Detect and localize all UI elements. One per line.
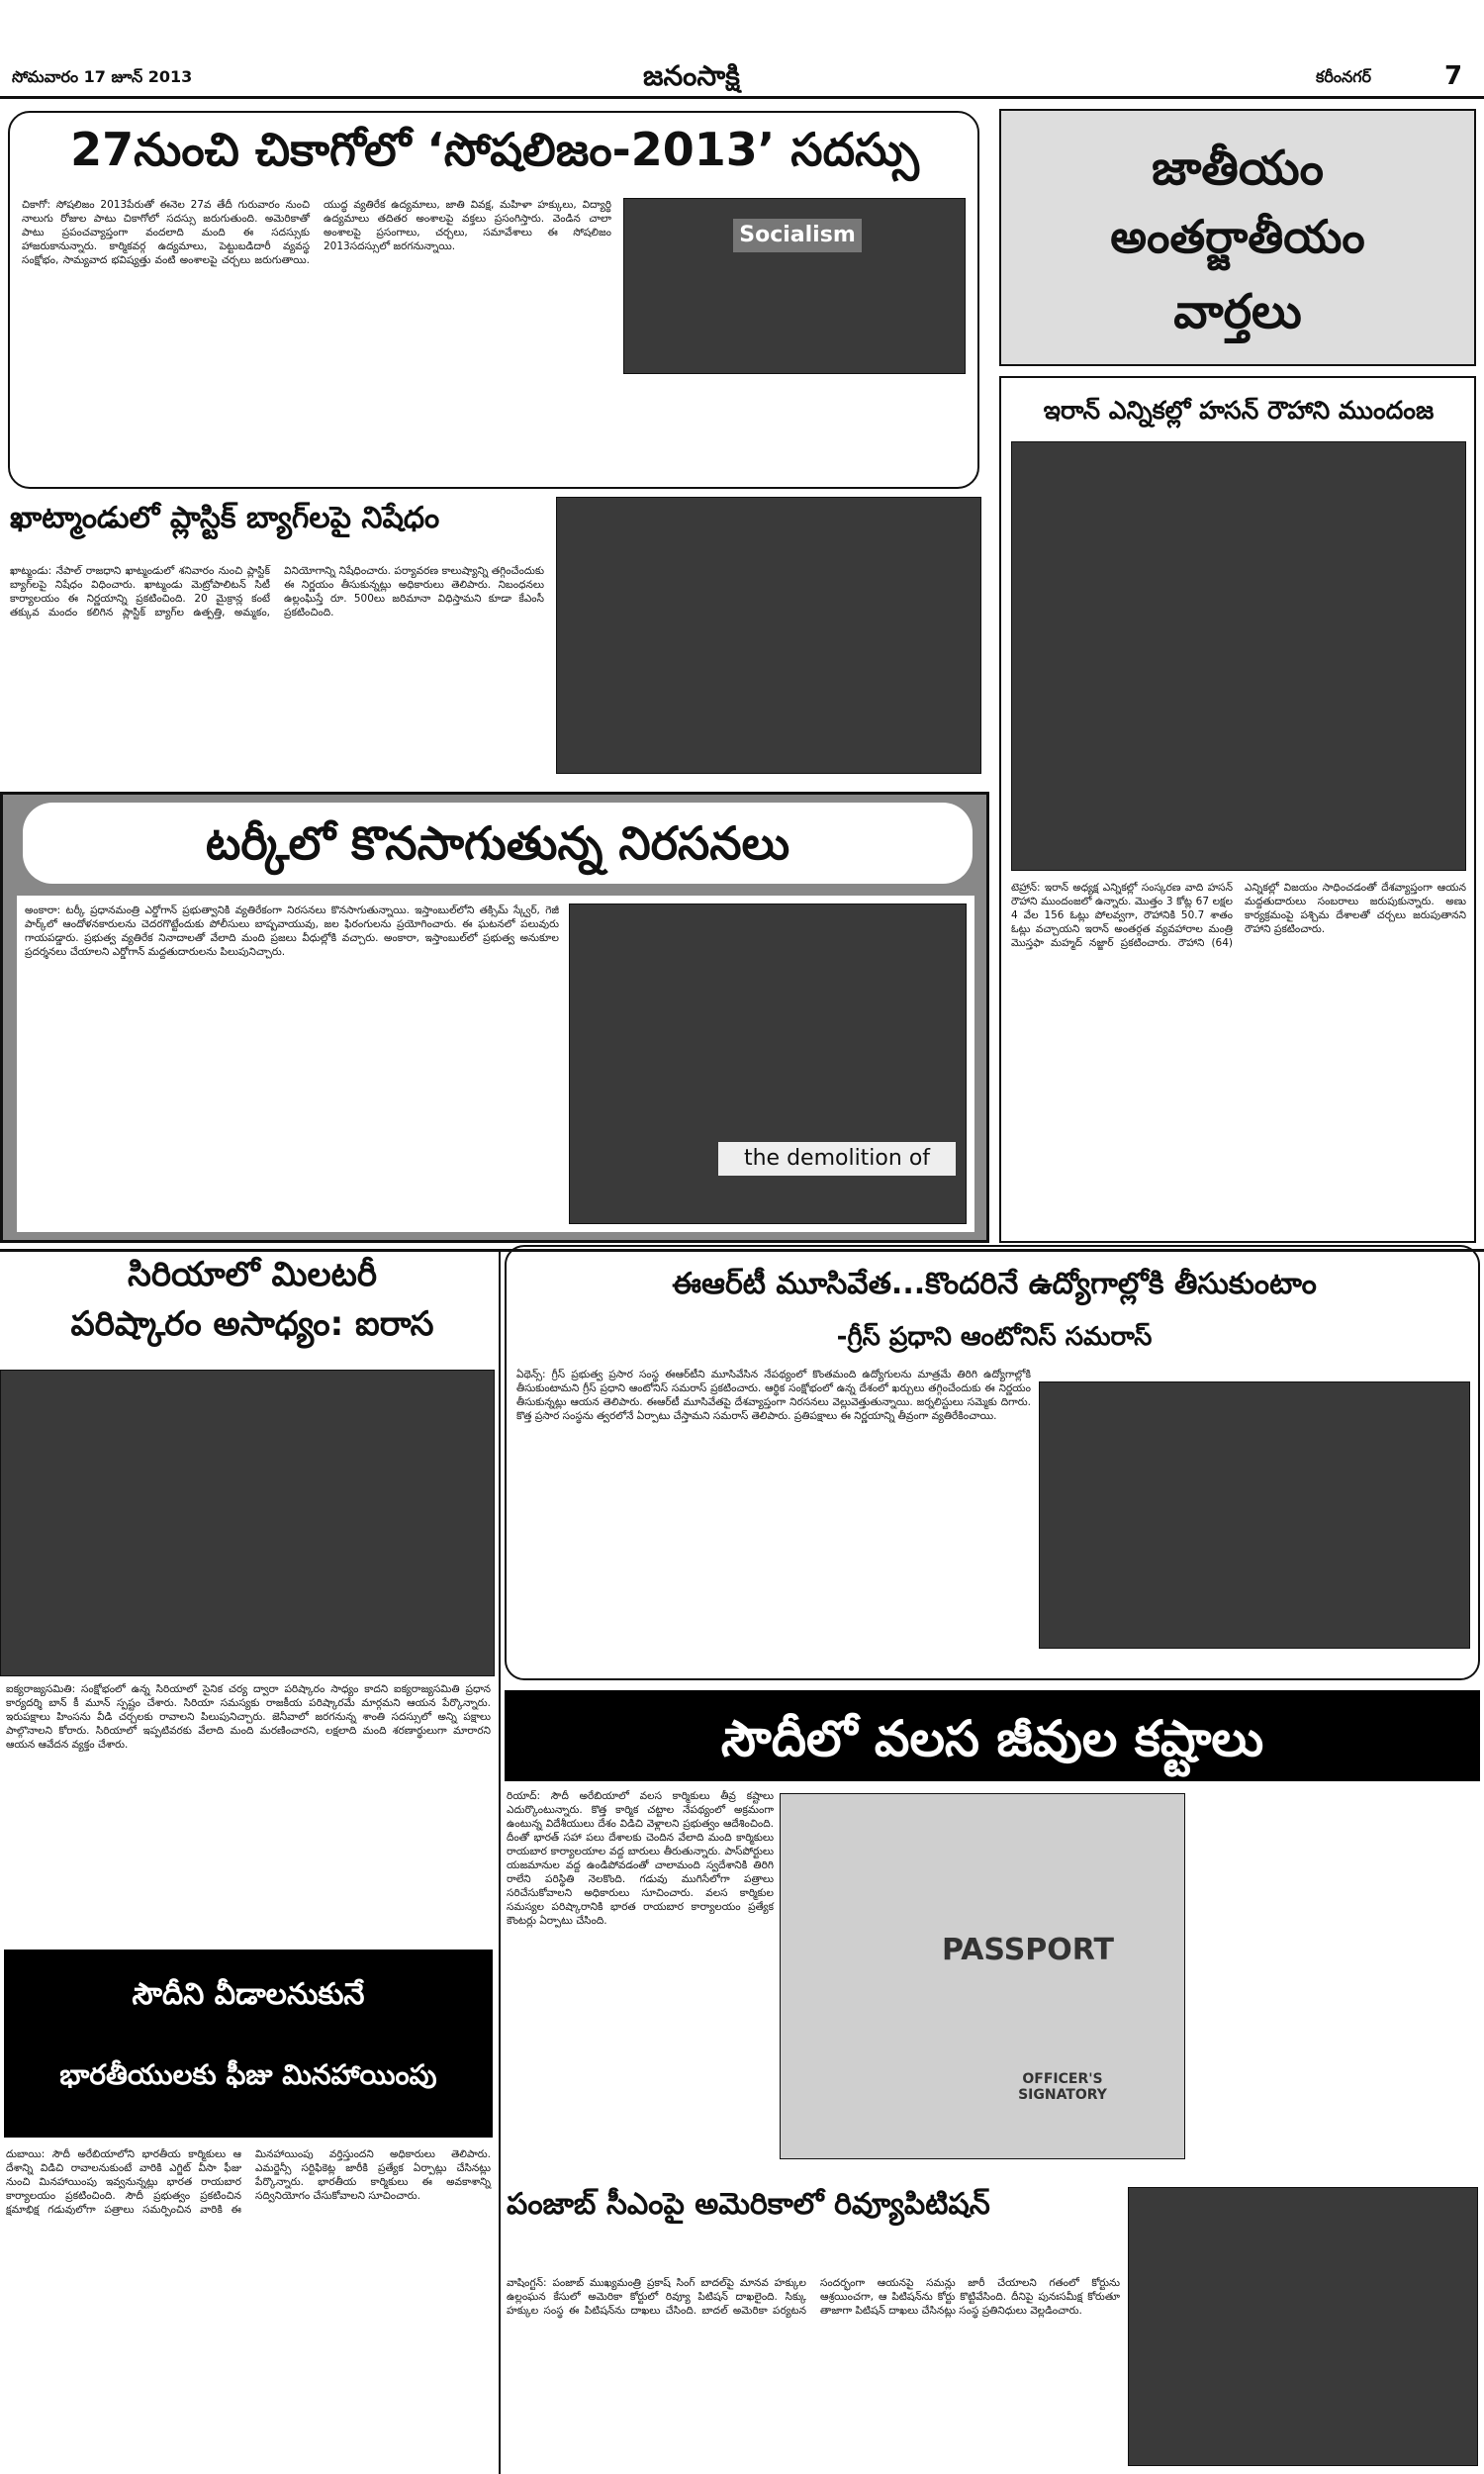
article-body-saudi-migrants-cont <box>1195 1789 1478 2165</box>
headline-syria-line-1: సిరియాలో మిలటరీ <box>128 1255 377 1294</box>
article-body-syria: ఐక్యరాజ్యసమితి: సంక్షోభంలో ఉన్న సిరియాలో సైనిక చర్య ద్వారా పరిష్కారం సాధ్యం కాదని ఐక్యరాజ్యసమితి ప్రధాన కార్యదర్శి బాన్ కీ మూన్ స్పష్టం చేశారు. సిరియా సమస్యకు రాజకీయ పరిష్కారమే మార్గమని ఆయన పేర్కొన్నారు. ఇరుపక్షాలు హింసను వీడి చర్చలకు రావాలని పిలుపునిచ్చారు. జెనీవాలో జరగనున్న శాంతి సదస్సులో అన్ని పక్షాలు పాల్గొనాలని కోరారు. సిరియాలో ఇప్పటివరకు వేలాది మంది మరణించారని, లక్షలాది మంది శరణార్థులుగా మారారని ఆయన ఆవేదన వ్యక్తం చేశారు. <box>6 1683 491 1751</box>
page-number: 7 <box>1444 61 1463 91</box>
headline-iran: ఇరాన్ ఎన్నికల్లో హసన్ రౌహాని ముందంజ <box>1043 396 1435 425</box>
article-body-socialism: చికాగో: సోషలిజం 2013పేరుతో ఈనెల 27వ తేదీ గురువారం నుంచి నాలుగు రోజుల పాటు చికాగోలో సదస్సు జరుగుతుంది. అమెరికాతో పాటు ప్రపంచవ్యాప్తంగా వందలాది మంది ఈ సదస్సుకు హాజరుకానున్నారు. కార్మికవర్గ ఉద్యమాలు, పెట్టుబడిదారీ వ్యవస్థ సంక్షోభం, సామ్యవాద భవిష్యత్తు వంటి అంశాలపై చర్చలు జరుగుతాయి. యుద్ధ వ్యతిరేక ఉద్యమాలు, జాతి వివక్ష, మహిళా హక్కులు, విద్యార్థి ఉద్యమాలు తదితర అంశాలపై వక్తలు ప్రసంగిస్తారు. వెండిన చాలా అంశాలపై ప్రసంగాలు, చర్చలు, సమావేశాలు ఈ సోషలిజం 2013సదస్సులో జరగనున్నాయి. <box>22 199 611 266</box>
article-body-turkey: అంకారా: టర్కీ ప్రధానమంత్రి ఎర్డోగాన్ ప్రభుత్వానికి వ్యతిరేకంగా నిరసనలు కొనసాగుతున్నాయి. ఇస్తాంబుల్‌లోని తక్సిమ్ స్క్వేర్, గెజీ పార్క్‌లో ఆందోళనకారులను చెదరగొట్టేందుకు పోలీసులు బాష్పవాయువు, జల ఫిరంగులను ప్రయోగించారు. ఈ ఘటనలో పలువురు గాయపడ్డారు. ప్రభుత్వ వ్యతిరేక నినాదాలతో వేలాది మంది ప్రజలు వీధుల్లోకి వచ్చారు. అంకారా, ఇస్తాంబుల్‌లో ప్రభుత్వ అనుకూల ప్రదర్శనలు చేయాలని ఎర్డోగాన్ మద్దతుదారులను పిలుపునిచ్చారు. <box>25 904 559 958</box>
newspaper-header <box>0 0 1484 99</box>
section-title-line-3: వార్తలు <box>1173 284 1302 339</box>
headline-punjab: పంజాబ్ సీఎంపై అమెరికాలో రివ్యూపిటిషన్ <box>507 2187 990 2222</box>
headline-saudi-migrants: సౌదీలో వలస జీవుల కష్టాలు <box>720 1710 1264 1767</box>
article-body-kathmandu: ఖాట్మండు: నేపాల్ రాజధాని ఖాట్మండులో శనివారం నుంచి ప్లాస్టిక్ బ్యాగ్‌లపై నిషేధం విధించారు. ఖాట్మండు మెట్రోపాలిటన్ సిటీ కార్యాలయం ఈ నిర్ణయాన్ని ప్రకటించింది. 20 మైక్రాన్ల కంటే తక్కువ మందం కలిగిన ప్లాస్టిక్ బ్యాగ్‌ల ఉత్పత్తి, అమ్మకం, వినియోగాన్ని నిషేధించారు. పర్యావరణ కాలుష్యాన్ని తగ్గించేందుకు ఈ నిర్ణయం తీసుకున్నట్లు అధికారులు తెలిపారు. నిబంధనలు ఉల్లంఘిస్తే రూ. 500లు జరిమానా విధిస్తామని కూడా కేఎంసీ ప్రకటించింది. <box>10 565 544 618</box>
headline-syria-line-2: పరిష్కారం అసాధ్యం: ఐరాస <box>70 1304 434 1344</box>
article-body-punjab: వాషింగ్టన్: పంజాబ్ ముఖ్యమంత్రి ప్రకాష్ సింగ్ బాదల్‌పై మానవ హక్కుల ఉల్లంఘన కేసులో అమెరికా కోర్టులో రివ్యూ పిటిషన్ దాఖలైంది. సిక్కు హక్కుల సంస్థ ఈ పిటిషన్‌ను దాఖలు చేసింది. బాదల్ అమెరికా పర్యటన సందర్భంగా ఆయనపై సమన్లు జారీ చేయాలని గతంలో కోర్టును ఆశ్రయించగా, ఆ పిటిషన్‌ను కోర్టు కొట్టివేసింది. దీనిపై పునఃసమీక్ష కోరుతూ తాజాగా పిటిషన్ దాఖలు చేసినట్లు సంస్థ ప్రతినిధులు వెల్లడించారు. <box>507 2277 1120 2317</box>
headline-saudi-fee-line-1: సౌదీని వీడాలనుకునే <box>132 1977 365 2012</box>
passport-photo <box>780 1793 1185 2159</box>
section-title-line-2: అంతర్జాతీయం <box>1110 210 1365 263</box>
rouhani-portrait-photo <box>1011 441 1466 871</box>
subhead-greece: -గ్రీస్ ప్రధాని ఆంటోనిస్ సమరాస్ <box>836 1322 1153 1352</box>
section-title-line-1: జాతీయం <box>1152 141 1324 196</box>
article-turkey <box>0 792 989 1243</box>
saudi-fee-headline-band <box>4 1950 493 2138</box>
kathmandu-street-photo <box>556 497 981 774</box>
headline-greece: ఈఆర్‌టీ మూసివేత...కొందరినే ఉద్యోగాల్లోకి తీసుకుంటాం <box>672 1267 1317 1301</box>
article-greece <box>505 1245 1480 1680</box>
turkey-protest-photo <box>569 904 967 1224</box>
masthead-brand: జనంసాక్షి <box>643 59 740 92</box>
socialism-conference-photo <box>623 198 966 374</box>
header-city: కరీంనగర్ <box>1316 67 1372 86</box>
article-socialism <box>8 111 979 489</box>
officer-signatory-label: OFFICER'S SIGNATORY <box>1018 2071 1107 2103</box>
passport-label: PASSPORT <box>941 1933 1115 1967</box>
ban-ki-moon-photo <box>0 1370 495 1676</box>
headline-saudi-fee-line-2: భారతీయులకు ఫీజు మినహాయింపు <box>59 2058 437 2091</box>
turkey-content-panel <box>17 896 974 1232</box>
headline-socialism: 27నుంచి చికాగోలో ‘సోషలిజం-2013’ సదస్సు <box>70 123 919 176</box>
socialism-banner-text: Socialism <box>733 219 862 252</box>
protest-sign-text: the demolition of <box>718 1142 956 1176</box>
badal-portrait-photo <box>1128 2187 1478 2466</box>
vertical-divider <box>499 1249 501 2474</box>
saudi-migrants-banner <box>505 1690 1480 1781</box>
turkey-headline-band <box>23 803 973 884</box>
section-title-panel <box>999 109 1476 366</box>
article-body-greece: ఏథెన్స్: గ్రీస్ ప్రభుత్వ ప్రసార సంస్థ ఈఆర్‌టీని మూసివేసిన నేపథ్యంలో కొంతమంది ఉద్యోగులను మాత్రమే తిరిగి ఉద్యోగాల్లోకి తీసుకుంటామని గ్రీస్ ప్రధాని ఆంటోనిస్ సమరాస్ ప్రకటించారు. ఆర్థిక సంక్షోభంలో ఉన్న దేశంలో ఖర్చులు తగ్గించేందుకు ఈ నిర్ణయం తీసుకున్నట్లు ఆయన తెలిపారు. ఈఆర్‌టీ మూసివేతపై దేశవ్యాప్తంగా నిరసనలు వెల్లువెత్తుతున్నాయి. జర్నలిస్టులు సమ్మెకు దిగారు. కొత్త ప్రసార సంస్థను త్వరలోనే ఏర్పాటు చేస్తామని సమరాస్ తెలిపారు. ప్రతిపక్షాలు ఈ నిర్ణయాన్ని తీవ్రంగా వ్యతిరేకించాయి. <box>516 1369 1031 1422</box>
headline-kathmandu: ఖాట్మాండులో ప్లాస్టిక్ బ్యాగ్‌లపై నిషేధం <box>10 501 440 535</box>
article-body-saudi-migrants: రియాద్: సౌదీ అరేబియాలో వలస కార్మికులు తీవ్ర కష్టాలు ఎదుర్కొంటున్నారు. కొత్త కార్మిక చట్టాల నేపథ్యంలో అక్రమంగా ఉంటున్న విదేశీయులు దేశం విడిచి వెళ్లాలని ప్రభుత్వం ఆదేశించింది. దీంతో భారత్ సహా పలు దేశాలకు చెందిన వేలాది మంది కార్మికులు రాయబార కార్యాలయాల వద్ద బారులు తీరుతున్నారు. పాస్‌పోర్టులు యజమానుల వద్ద ఉండిపోవడంతో చాలామంది స్వదేశానికి తిరిగి రాలేని పరిస్థితి నెలకొంది. గడువు ముగిసేలోగా పత్రాలు సరిచేసుకోవాలని అధికారులు సూచించారు. వలస కార్మికుల సమస్యల పరిష్కారానికి భారత రాయబార కార్యాలయం ప్రత్యేక కౌంటర్లు ఏర్పాటు చేసింది. <box>507 1790 774 1927</box>
headline-turkey: టర్కీలో కొనసాగుతున్న నిరసనలు <box>205 816 790 870</box>
horizontal-divider <box>0 1249 1484 1252</box>
article-body-saudi-fee: దుబాయి: సౌదీ అరేబియాలోని భారతీయ కార్మికులు ఆ దేశాన్ని విడిచి రావాలనుకుంటే వారికి ఎగ్జిట్ వీసా ఫీజు నుంచి మినహాయింపు ఇవ్వనున్నట్లు భారత రాయబార కార్యాలయం ప్రకటించింది. సౌదీ ప్రభుత్వం ప్రకటించిన క్షమాభిక్ష గడువులోగా పత్రాలు సమర్పించిన వారికి ఈ మినహాయింపు వర్తిస్తుందని అధికారులు తెలిపారు. ఎమర్జెన్సీ సర్టిఫికెట్ల జారీకి ప్రత్యేక ఏర్పాట్లు చేసినట్లు పేర్కొన్నారు. భారతీయ కార్మికులు ఈ అవకాశాన్ని సద్వినియోగం చేసుకోవాలని సూచించారు. <box>6 2148 491 2216</box>
samaras-portrait-photo <box>1039 1381 1470 1649</box>
article-iran <box>999 376 1476 1243</box>
article-body-iran: టెహ్రాన్: ఇరాన్ అధ్యక్ష ఎన్నికల్లో సంస్కరణ వాది హసన్ రౌహాని ముందంజలో ఉన్నారు. మొత్తం 3 కోట్ల 67 లక్షల 4 వేల 156 ఓట్లు పోలవ్వగా, రౌహానికి 50.7 శాతం ఓట్లు వచ్చాయని ఇరాన్ అంతర్గత వ్యవహారాల మంత్రి మొస్తఫా మహ్మద్ నజ్జార్ ప్రకటించారు. రౌహాని (64) ఎన్నికల్లో విజయం సాధించడంతో దేశవ్యాప్తంగా ఆయన మద్దతుదారులు సంబరాలు జరుపుకున్నారు. అణు కార్యక్రమంపై పశ్చిమ దేశాలతో చర్చలు జరుపుతానని రౌహాని ప్రకటించారు. <box>1011 882 1466 949</box>
header-date: సోమవారం 17 జూన్ 2013 <box>12 67 193 86</box>
